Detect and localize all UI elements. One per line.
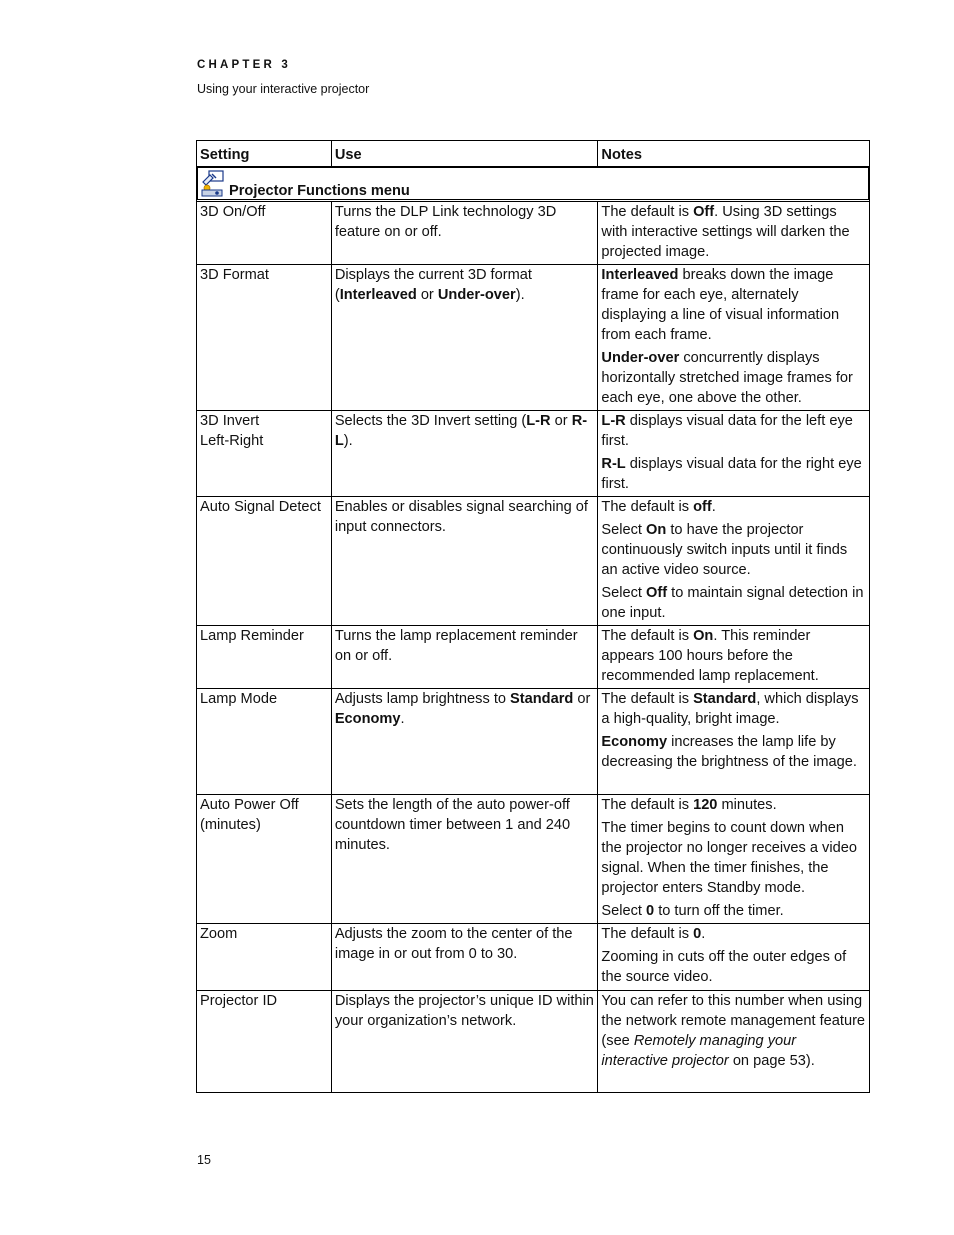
use-cell xyxy=(331,202,598,265)
setting-cell xyxy=(197,497,332,626)
emphasis-bold: Under-over xyxy=(601,350,680,366)
table-row xyxy=(197,202,870,265)
table-row xyxy=(197,795,870,924)
use-paragraph: Selects the 3D Invert setting (L-R or R-L). xyxy=(334,413,588,449)
use-paragraph: Displays the projector’s unique ID within your organization’s network. xyxy=(334,993,594,1029)
use-cell xyxy=(331,411,598,497)
use-paragraph: Enables or disables signal searching of input connectors. xyxy=(334,499,588,535)
emphasis-bold: L-R xyxy=(601,413,626,429)
notes-paragraph: Select Off to maintain signal detection in one input. xyxy=(601,585,864,621)
projector-settings-icon xyxy=(200,170,224,198)
column-header-use: Use xyxy=(331,141,598,167)
setting-cell xyxy=(197,924,332,991)
use-paragraph: Turns the lamp replacement reminder on or off. xyxy=(334,628,578,664)
use-paragraph: Adjusts the zoom to the center of the image in or out from 0 to 30. xyxy=(334,926,573,962)
page-number: 15 xyxy=(197,1153,211,1167)
notes-paragraph: Select On to have the projector continuously switch inputs until it finds an active video source. xyxy=(601,522,848,578)
menu-section-title: Projector Functions menu xyxy=(229,183,410,199)
setting-cell xyxy=(197,795,332,924)
setting-name: Lamp Mode xyxy=(200,691,278,707)
table-row xyxy=(197,497,870,626)
setting-cell xyxy=(197,411,332,497)
notes-paragraph: You can refer to this number when using the network remote management feature (see Remotely managing your interactive projector on page 53). xyxy=(601,993,866,1069)
emphasis-bold: On xyxy=(646,522,667,538)
notes-paragraph: The default is Off. Using 3D settings with interactive settings will darken the projected image. xyxy=(601,204,850,260)
menu-section-cell xyxy=(197,167,870,202)
notes-cell xyxy=(598,795,870,924)
emphasis-bold: 0 xyxy=(646,903,655,919)
notes-paragraph: Select 0 to turn off the timer. xyxy=(601,903,784,919)
column-header-notes: Notes xyxy=(598,141,870,167)
setting-cell xyxy=(197,991,332,1093)
emphasis-bold: L-R xyxy=(526,413,551,429)
chapter-heading: CHAPTER 3 xyxy=(197,59,291,71)
notes-cell xyxy=(598,497,870,626)
notes-paragraph: The default is 0. xyxy=(601,926,706,942)
notes-cell xyxy=(598,991,870,1093)
setting-cell xyxy=(197,626,332,689)
setting-name: 3D Format xyxy=(200,267,269,283)
setting-name: Projector ID xyxy=(200,993,278,1009)
setting-cell xyxy=(197,689,332,795)
emphasis-bold: Under-over xyxy=(437,287,516,303)
use-cell xyxy=(331,924,598,991)
setting-name: Auto Signal Detect xyxy=(200,499,321,515)
emphasis-bold: Interleaved xyxy=(339,287,417,303)
use-cell xyxy=(331,497,598,626)
use-paragraph: Turns the DLP Link technology 3D feature on or off. xyxy=(334,204,557,240)
settings-table xyxy=(196,140,870,1093)
emphasis-bold: Standard xyxy=(693,691,757,707)
use-cell xyxy=(331,626,598,689)
column-header-setting: Setting xyxy=(197,141,332,167)
notes-cell xyxy=(598,265,870,411)
emphasis-bold: Interleaved xyxy=(601,267,679,283)
setting-name: Zoom xyxy=(200,926,238,942)
use-paragraph: Sets the length of the auto power-off countdown timer between 1 and 240 minutes. xyxy=(334,797,571,853)
notes-paragraph: R-L displays visual data for the right eye first. xyxy=(601,456,862,492)
notes-cell xyxy=(598,626,870,689)
setting-cell xyxy=(197,265,332,411)
notes-paragraph: Economy increases the lamp life by decreasing the brightness of the image. xyxy=(601,734,857,770)
emphasis-bold: 0 xyxy=(693,926,702,942)
notes-paragraph: The default is Standard, which displays a high-quality, bright image. xyxy=(601,691,859,727)
emphasis-bold: 120 xyxy=(693,797,718,813)
menu-section-box xyxy=(197,167,869,200)
notes-paragraph: The timer begins to count down when the projector no longer receives a video signal. When the timer finishes, the projector enters Standby mode. xyxy=(601,820,857,896)
notes-cell xyxy=(598,202,870,265)
emphasis-bold: R-L xyxy=(601,456,626,472)
notes-paragraph: Interleaved breaks down the image frame for each eye, alternately displaying a line of visual information from each frame. xyxy=(601,267,840,343)
setting-name: Lamp Reminder xyxy=(200,628,304,644)
emphasis-bold: Standard xyxy=(510,691,574,707)
table-row xyxy=(197,924,870,991)
notes-paragraph: Under-over concurrently displays horizontally stretched image frames for each eye, one above the other. xyxy=(601,350,853,406)
table-header-row xyxy=(197,141,870,167)
table-row xyxy=(197,689,870,795)
menu-section-row xyxy=(197,167,870,202)
table-row xyxy=(197,411,870,497)
setting-name: (minutes) xyxy=(200,817,261,833)
notes-cell xyxy=(598,411,870,497)
emphasis-bold: On xyxy=(693,628,714,644)
notes-paragraph: The default is On. This reminder appears 100 hours before the recommended lamp replacement. xyxy=(601,628,819,684)
setting-name: Auto Power Off xyxy=(200,797,299,813)
emphasis-bold: R-L xyxy=(334,413,588,449)
notes-paragraph: Zooming in cuts off the outer edges of the source video. xyxy=(601,949,847,985)
use-cell xyxy=(331,265,598,411)
table-row xyxy=(197,626,870,689)
notes-cell xyxy=(598,924,870,991)
table-row xyxy=(197,991,870,1093)
setting-name: 3D Invert xyxy=(200,413,260,429)
cross-reference-title: Remotely managing your interactive projector xyxy=(601,1033,797,1069)
setting-name: Left-Right xyxy=(200,433,264,449)
emphasis-bold: off xyxy=(693,499,712,515)
emphasis-bold: Off xyxy=(646,585,668,601)
table-row xyxy=(197,265,870,411)
emphasis-bold: Economy xyxy=(334,711,401,727)
emphasis-bold: Economy xyxy=(601,734,668,750)
notes-paragraph: The default is 120 minutes. xyxy=(601,797,777,813)
emphasis-bold: Off xyxy=(693,204,715,220)
setting-cell xyxy=(197,202,332,265)
notes-cell xyxy=(598,689,870,795)
use-paragraph: Adjusts lamp brightness to Standard or Economy. xyxy=(334,691,591,727)
use-cell xyxy=(331,689,598,795)
use-paragraph: Displays the current 3D format (Interleaved or Under-over). xyxy=(334,267,532,303)
use-cell xyxy=(331,991,598,1093)
setting-name: 3D On/Off xyxy=(200,204,266,220)
use-cell xyxy=(331,795,598,924)
notes-paragraph: The default is off. xyxy=(601,499,716,515)
chapter-subtitle: Using your interactive projector xyxy=(197,82,370,96)
notes-paragraph: L-R displays visual data for the left eye first. xyxy=(601,413,853,449)
